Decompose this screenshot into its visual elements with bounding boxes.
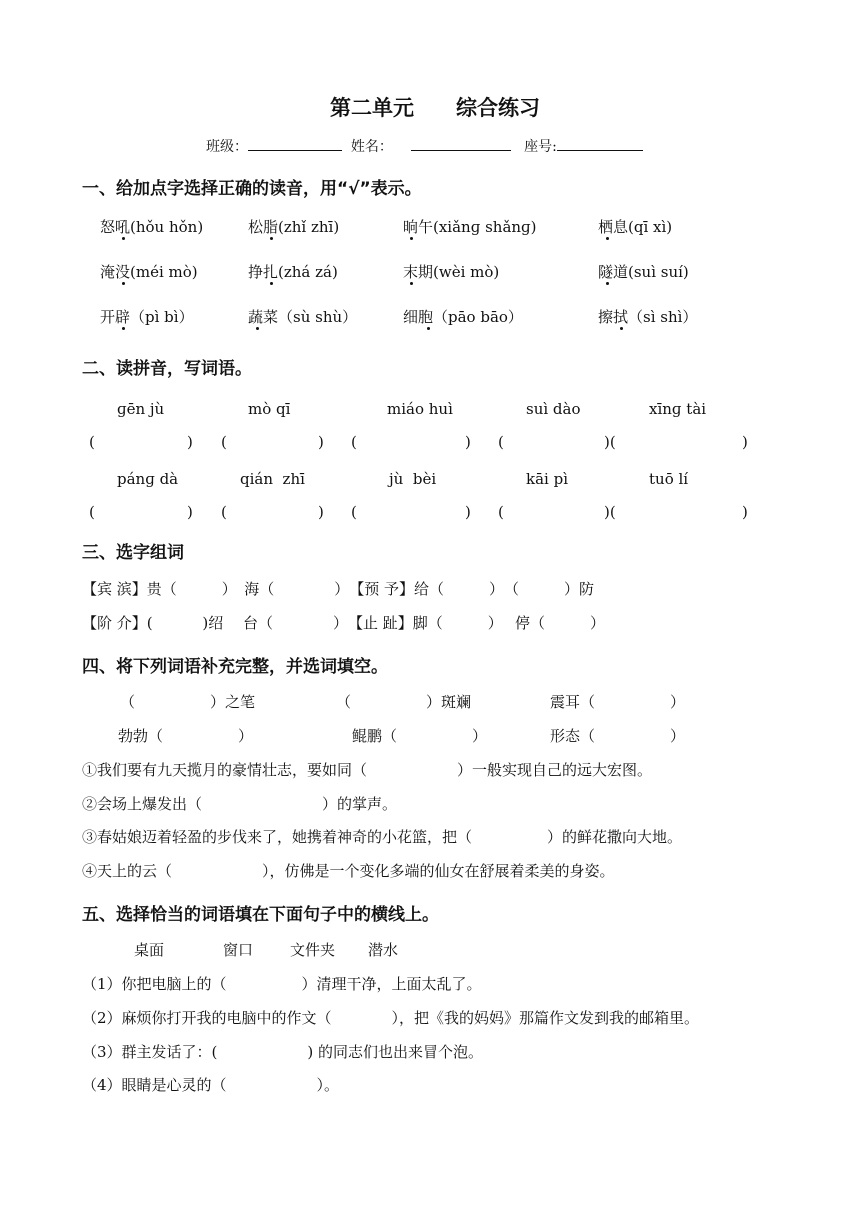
name-blank[interactable]	[411, 136, 511, 151]
answer-paren: )	[318, 433, 324, 451]
s4-sentence: ③春姑娘迈着轻盈的步伐来了，她携着神奇的小花篮，把（ ）的鲜花撒向大地。	[82, 828, 683, 846]
student-info-line	[206, 136, 643, 156]
emphasis-dot	[427, 327, 430, 330]
s1-item: 栖息(qī xì)	[598, 218, 673, 236]
answer-paren: (	[351, 433, 357, 451]
answer-paren: )	[742, 433, 748, 451]
answer-paren: )(	[604, 503, 616, 521]
answer-paren: )	[742, 503, 748, 521]
answer-paren: )	[465, 433, 471, 451]
emphasis-dot	[606, 237, 609, 240]
s4-sentence: ②会场上爆发出（ ）的掌声。	[82, 795, 398, 813]
pinyin-item: suì dào	[526, 400, 581, 418]
s1-item: 细胞（pāo bāo）	[403, 308, 523, 326]
answer-paren: (	[498, 433, 504, 451]
answer-paren: )	[187, 433, 193, 451]
page-title: 第二单元 综合练习	[330, 96, 540, 120]
answer-paren: (	[221, 503, 227, 521]
s5-sentence: （4）眼睛是心灵的（ ）。	[82, 1076, 340, 1094]
section-2-heading: 二、读拼音，写词语。	[82, 359, 252, 379]
section-5-heading: 五、选择恰当的词语填在下面句子中的横线上。	[82, 905, 439, 925]
s4-word: 鲲鹏（ ）	[352, 727, 488, 745]
s1-item: 怒吼(hǒu hǒn)	[100, 218, 204, 236]
s1-item: 松脂(zhǐ zhī)	[248, 218, 340, 236]
s1-item: 末期(wèi mò)	[403, 263, 500, 281]
pinyin-item: pánɡ dà	[117, 470, 179, 488]
emphasis-dot	[410, 282, 413, 285]
s1-item: 晌午(xiǎnɡ shǎnɡ)	[403, 218, 537, 236]
answer-paren: (	[351, 503, 357, 521]
s1-item: 隧道(suì suí)	[598, 263, 689, 281]
pinyin-item: qián zhī	[240, 470, 305, 488]
s3-line: 【宾 滨】贵（ ） 海（ ） 【预 予】给（ ） （ ）防	[82, 580, 595, 598]
pinyin-item: jù bèi	[389, 470, 437, 488]
section-4-heading: 四、将下列词语补充完整，并选词填空。	[82, 657, 388, 677]
pinyin-item: mò qī	[248, 400, 291, 418]
s5-option: 窗口	[223, 941, 254, 959]
section-1-heading: 一、给加点字选择正确的读音，用“√”表示。	[82, 179, 422, 199]
s4-sentence: ④天上的云（ ），仿佛是一个变化多端的仙女在舒展着柔美的身姿。	[82, 862, 615, 880]
class-blank[interactable]	[248, 136, 342, 151]
pinyin-item: ɡēn jù	[117, 400, 165, 418]
emphasis-dot	[410, 237, 413, 240]
emphasis-dot	[270, 282, 273, 285]
s1-item: 开辟（pì bì）	[100, 308, 194, 326]
s5-sentence: （3）群主发话了：( ) 的同志们也出来冒个泡。	[82, 1043, 484, 1061]
emphasis-dot	[122, 327, 125, 330]
s4-word: （ ）斑斓	[336, 693, 472, 711]
pinyin-item: xīnɡ tài	[649, 400, 707, 418]
answer-paren: (	[89, 503, 95, 521]
s1-item: 淹没(méi mò)	[100, 263, 198, 281]
s1-item: 擦拭（sì shì）	[598, 308, 698, 326]
s4-word: 震耳（ ）	[550, 693, 686, 711]
answer-paren: (	[498, 503, 504, 521]
emphasis-dot	[620, 327, 623, 330]
emphasis-dot	[256, 327, 259, 330]
s4-word: 勃勃（ ）	[118, 727, 254, 745]
s5-option: 文件夹	[290, 941, 336, 959]
answer-paren: )	[318, 503, 324, 521]
s1-item: 挣扎(zhá zá)	[248, 263, 338, 281]
pinyin-item: kāi pì	[526, 470, 568, 488]
emphasis-dot	[122, 237, 125, 240]
seat-label: 座号:	[524, 139, 557, 155]
answer-paren: )	[465, 503, 471, 521]
s4-word: 形态（ ）	[550, 727, 686, 745]
emphasis-dot	[270, 237, 273, 240]
answer-paren: (	[221, 433, 227, 451]
s5-option: 桌面	[134, 941, 165, 959]
class-label: 班级：	[206, 139, 248, 155]
emphasis-dot	[122, 282, 125, 285]
name-label: 姓名：	[350, 139, 393, 155]
s1-item: 蔬菜（sù shù）	[248, 308, 358, 326]
pinyin-item: miáo huì	[387, 400, 453, 418]
emphasis-dot	[606, 282, 609, 285]
s5-sentence: （2）麻烦你打开我的电脑中的作文（ ），把《我的妈妈》那篇作文发到我的邮箱里。	[82, 1009, 700, 1027]
s5-sentence: （1）你把电脑上的（ ）清理干净，上面太乱了。	[82, 975, 482, 993]
answer-paren: (	[89, 433, 95, 451]
s3-line: 【阶 介】( )绍 台（ ） 【止 趾】脚（ ） 停（ ）	[82, 614, 606, 632]
answer-paren: )(	[604, 433, 616, 451]
s4-sentence: ①我们要有九天揽月的豪情壮志，要如同（ ）一般实现自己的远大宏图。	[82, 761, 653, 779]
section-3-heading: 三、选字组词	[82, 543, 184, 563]
seat-blank[interactable]	[557, 136, 643, 151]
s5-option: 潜水	[368, 941, 399, 959]
pinyin-item: tuō lí	[649, 470, 689, 488]
s4-word: （ ）之笔	[120, 693, 256, 711]
answer-paren: )	[187, 503, 193, 521]
